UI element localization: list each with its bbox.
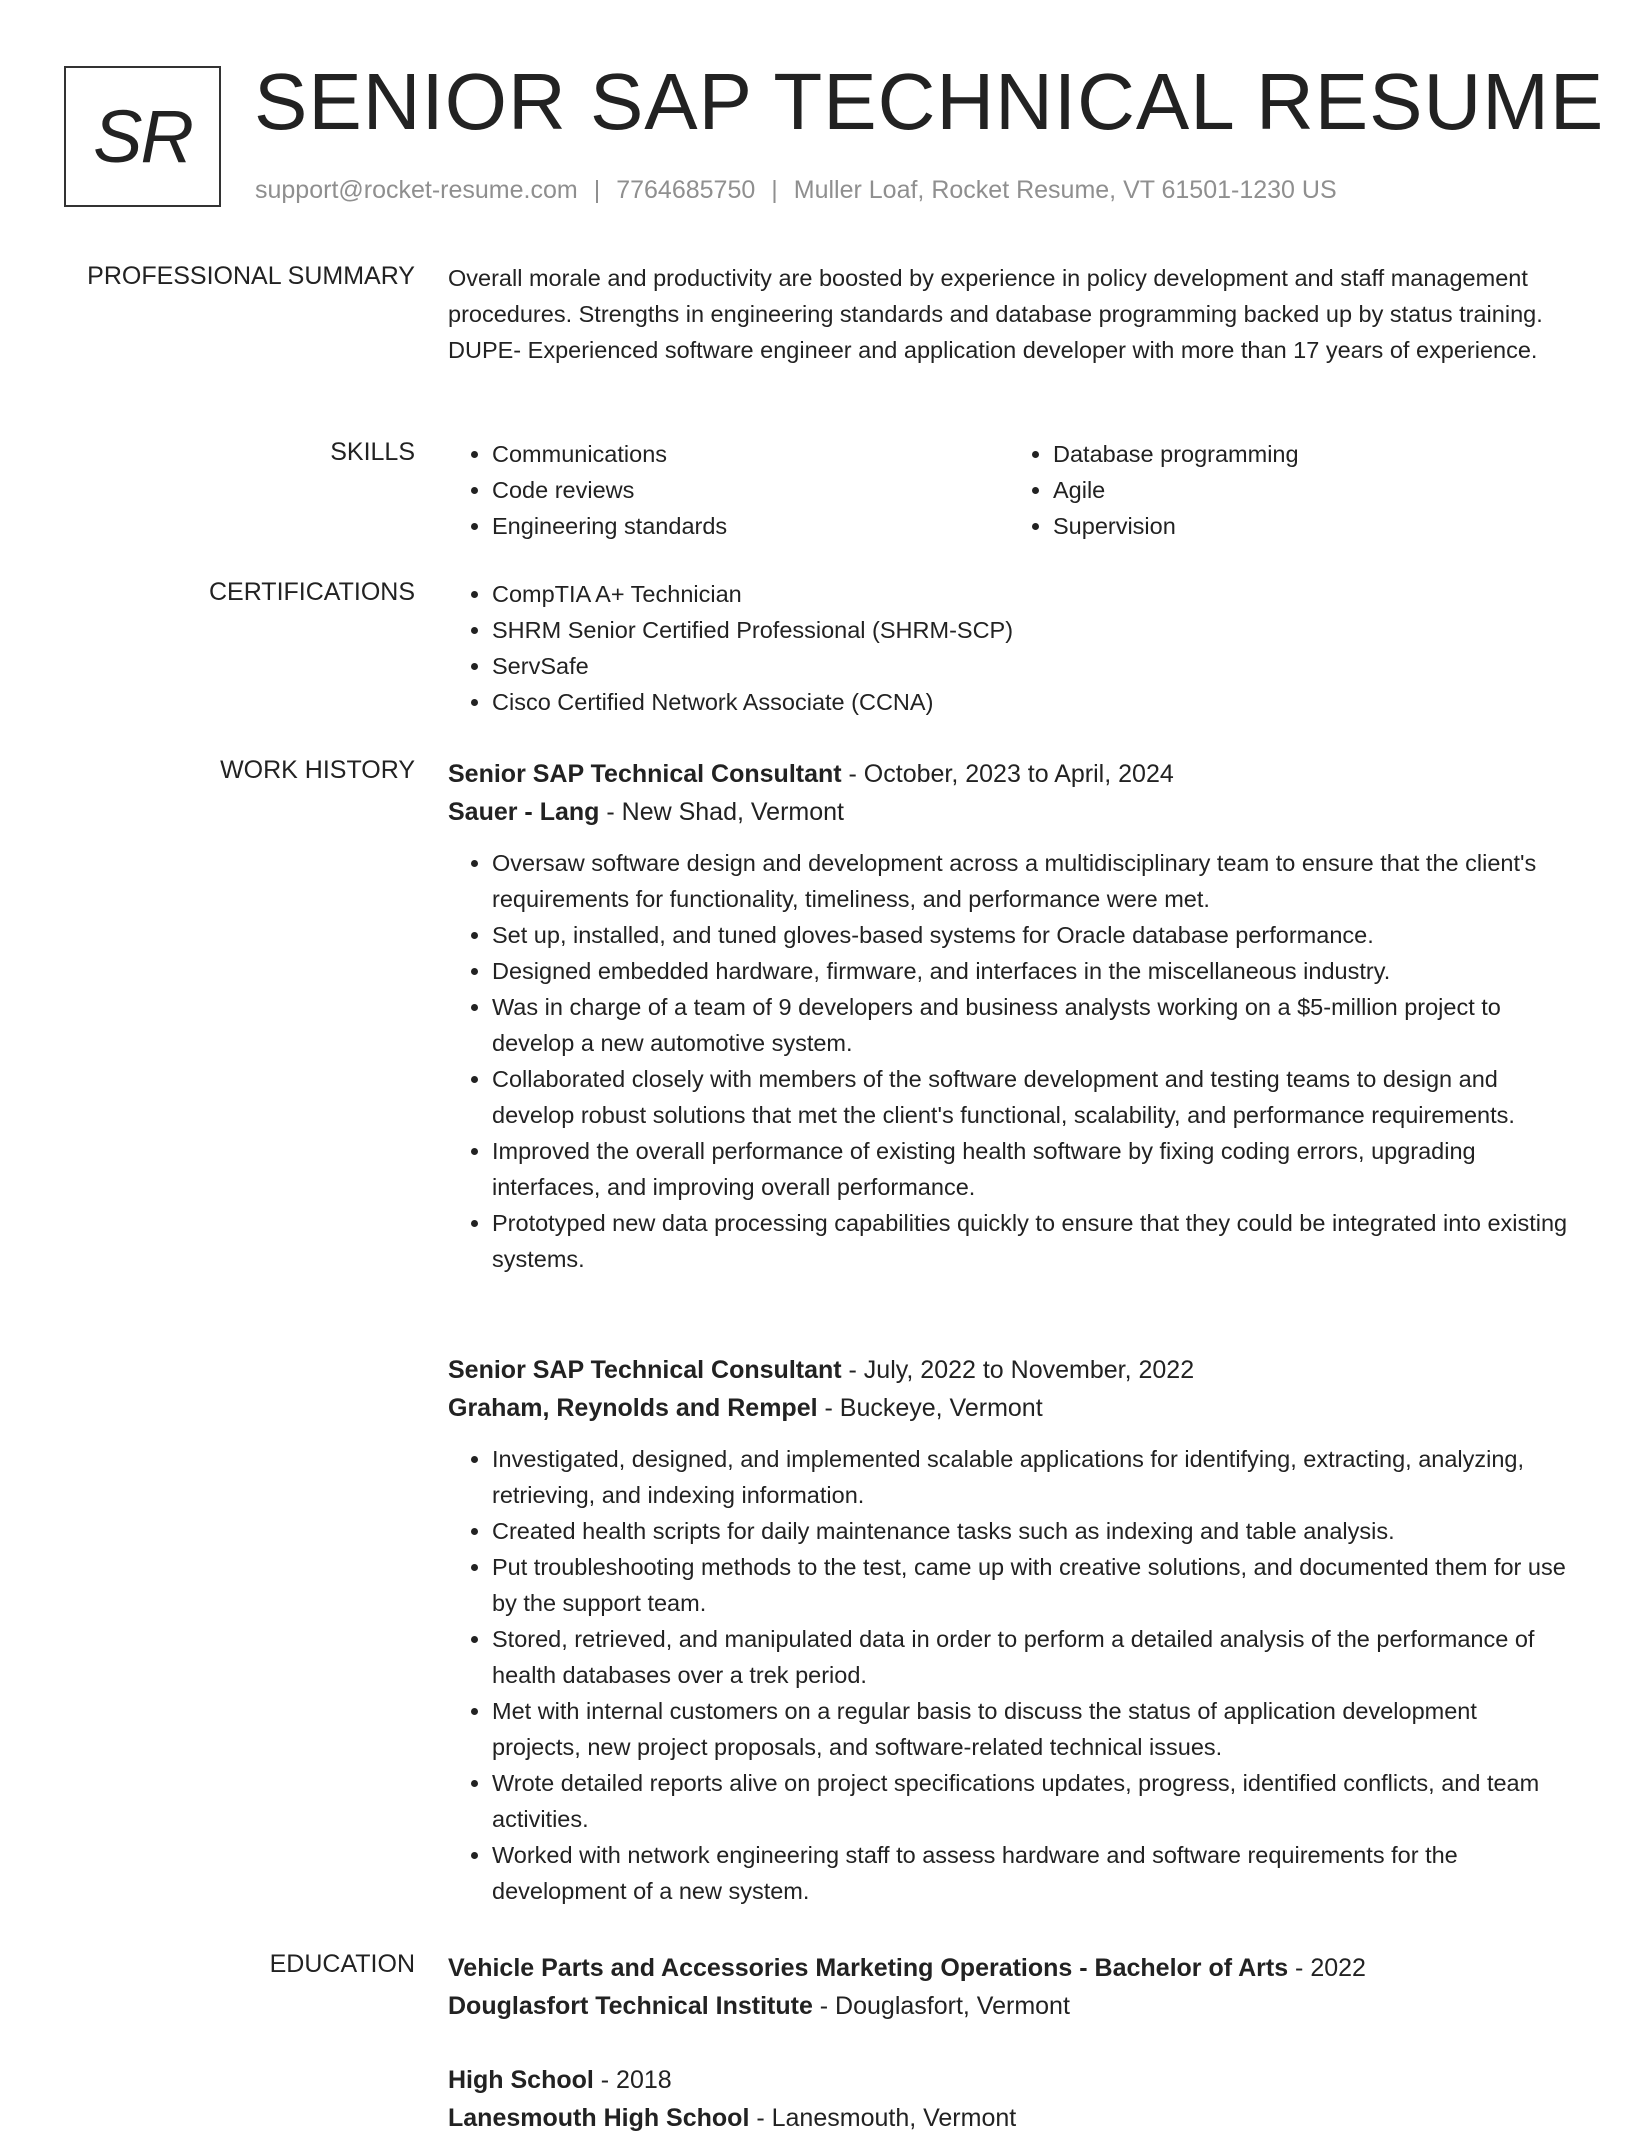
contact-separator: |	[771, 176, 778, 204]
summary-text: Overall morale and productivity are boosted by experience in policy development and staff management procedures. Strengths in engineering standards and database programming backed up by status training. DUPE- Experienced software engineer and application developer with more than 17 years of experience.	[448, 265, 1543, 363]
job-bullets	[448, 1441, 1570, 1909]
skill-item: • Code reviews	[492, 472, 1009, 508]
section-label-skills: SKILLS	[330, 438, 415, 466]
skill-item: • Database programming	[1053, 436, 1570, 472]
certification-item: • ServSafe	[492, 648, 1570, 684]
job-bullet: • Was in charge of a team of 9 developers and business analysts working on a $5-million project to develop a new automotive system.	[492, 989, 1570, 1061]
skills-content	[448, 436, 1570, 544]
skill-item: • Supervision	[1053, 508, 1570, 544]
section-label-work-history: WORK HISTORY	[220, 756, 415, 784]
skill-item: • Engineering standards	[492, 508, 1009, 544]
job-bullet: • Investigated, designed, and implemented scalable applications for identifying, extracting, analyzing, retrieving, and indexing information.	[492, 1441, 1570, 1513]
skills-column-2	[1009, 436, 1570, 544]
skill-item: • Communications	[492, 436, 1009, 472]
certification-item: • SHRM Senior Certified Professional (SHRM-SCP)	[492, 612, 1570, 648]
job-location: - New Shad, Vermont	[599, 798, 844, 826]
job-company: Sauer - Lang	[448, 798, 600, 826]
job-company-line	[448, 1389, 1570, 1427]
summary-content	[448, 260, 1570, 368]
section-label-summary: PROFESSIONAL SUMMARY	[87, 262, 415, 290]
job-bullet: • Stored, retrieved, and manipulated data in order to perform a detailed analysis of the performance of health databases over a trek period.	[492, 1621, 1570, 1693]
certification-item: • CompTIA A+ Technician	[492, 576, 1570, 612]
work-history-content	[448, 755, 1570, 1277]
education-degree: Vehicle Parts and Accessories Marketing Operations - Bachelor of Arts	[448, 1954, 1289, 1982]
skill-item: • Agile	[1053, 472, 1570, 508]
job-entry	[448, 755, 1570, 1277]
contact-line	[255, 176, 1337, 205]
job-bullet: • Designed embedded hardware, firmware, and interfaces in the miscellaneous industry.	[492, 953, 1570, 989]
skills-column-1	[448, 436, 1009, 544]
job-bullet: • Prototyped new data processing capabilities quickly to ensure that they could be integrated into existing systems.	[492, 1205, 1570, 1277]
contact-phone[interactable]: 7764685750	[616, 176, 756, 204]
job-bullet: • Put troubleshooting methods to the test, came up with creative solutions, and documented them for use by the support team.	[492, 1549, 1570, 1621]
job-dates: - July, 2022 to November, 2022	[841, 1356, 1195, 1384]
contact-separator: |	[593, 176, 601, 204]
job-dates: - October, 2023 to April, 2024	[841, 760, 1174, 788]
education-school-line	[448, 1987, 1570, 2025]
education-degree-line	[448, 2061, 1570, 2099]
job-title-line	[448, 1351, 1570, 1389]
job-bullet: • Wrote detailed reports alive on project specifications updates, progress, identified conflicts, and team activities.	[492, 1765, 1570, 1837]
education-school: Lanesmouth High School	[448, 2104, 750, 2132]
job-location: - Buckeye, Vermont	[817, 1394, 1043, 1422]
job-title: Senior SAP Technical Consultant	[448, 1356, 842, 1384]
job-bullet: • Collaborated closely with members of the software development and testing teams to design and develop robust solutions that met the client's functional, scalability, and performance requirements.	[492, 1061, 1570, 1133]
certification-item: • Cisco Certified Network Associate (CCNA)	[492, 684, 1570, 720]
section-label-education: EDUCATION	[269, 1950, 415, 1978]
section-label-certifications: CERTIFICATIONS	[208, 578, 415, 606]
education-entry	[448, 1949, 1570, 2025]
work-history-content	[448, 1351, 1570, 1909]
job-bullet: • Set up, installed, and tuned gloves-based systems for Oracle database performance.	[492, 917, 1570, 953]
job-entry	[448, 1351, 1570, 1909]
education-content	[448, 1949, 1570, 2137]
job-bullet: • Worked with network engineering staff to assess hardware and software requirements for the development of a new system.	[492, 1837, 1570, 1909]
job-company-line	[448, 793, 1570, 831]
education-degree: High School	[448, 2066, 594, 2094]
education-school: Douglasfort Technical Institute	[448, 1992, 813, 2020]
job-title-line	[448, 755, 1570, 793]
job-title: Senior SAP Technical Consultant	[448, 760, 842, 788]
education-location: - Lanesmouth, Vermont	[749, 2104, 1017, 2132]
job-company: Graham, Reynolds and Rempel	[448, 1394, 818, 1422]
job-bullet: • Improved the overall performance of existing health software by fixing coding errors, upgrading interfaces, and improving overall performance.	[492, 1133, 1570, 1205]
certifications-content	[448, 576, 1570, 720]
education-degree-line	[448, 1949, 1570, 1987]
job-bullet: • Oversaw software design and development across a multidisciplinary team to ensure that the client's requirements for functionality, timeliness, and performance were met.	[492, 845, 1570, 917]
job-bullet: • Created health scripts for daily maintenance tasks such as indexing and table analysis.	[492, 1513, 1570, 1549]
education-year: - 2022	[1288, 1954, 1366, 1982]
job-bullets	[448, 845, 1570, 1277]
contact-email[interactable]: support@rocket-resume.com	[255, 176, 578, 204]
contact-address: Muller Loaf, Rocket Resume, VT 61501-1230 US	[793, 176, 1337, 204]
skills-grid	[448, 436, 1570, 544]
education-school-line	[448, 2099, 1570, 2137]
education-location: - Douglasfort, Vermont	[812, 1992, 1070, 2020]
monogram-logo: SR	[64, 66, 221, 207]
education-entry	[448, 2061, 1570, 2137]
education-year: - 2018	[593, 2066, 672, 2094]
resume-title: SENIOR SAP TECHNICAL RESUME	[254, 57, 1605, 146]
job-bullet: • Met with internal customers on a regular basis to discuss the status of application development projects, new project proposals, and software-related technical issues.	[492, 1693, 1570, 1765]
certifications-list	[448, 576, 1570, 720]
